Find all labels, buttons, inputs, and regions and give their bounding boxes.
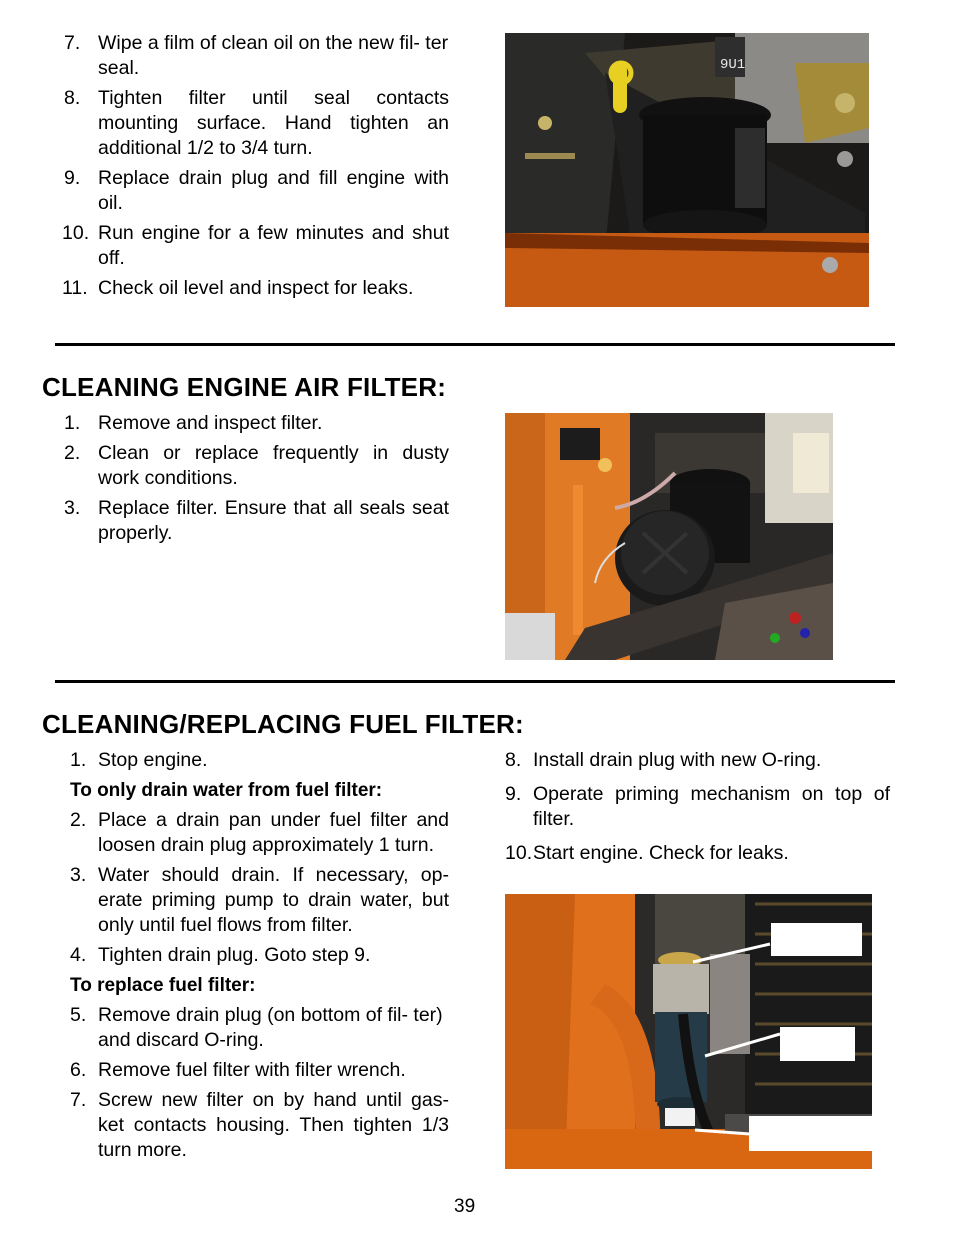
list-item: 7. Screw new filter on by hand until gas- ket contacts housing. Then tighten 1/3 turn more. [70, 1089, 449, 1161]
list-item: 4. Tighten drain plug. Goto step 9. [70, 944, 371, 966]
list-item: 2. Clean or replace frequently in dusty work conditions. [64, 442, 449, 489]
fuel-filter-photo [505, 894, 872, 1169]
fuel-filter-heading: CLEANING/REPLACING FUEL FILTER: [42, 709, 524, 739]
list-item: 6. Remove fuel filter with filter wrench. [70, 1059, 406, 1081]
drain-water-subheading: To only drain water from fuel filter: [70, 780, 383, 801]
callout-label-box [749, 1116, 872, 1151]
fuel-filter-steps-left [70, 748, 449, 1163]
list-item: 2. Place a drain pan under fuel filter and loosen drain plug approximately 1 turn. [70, 809, 449, 856]
air-filter-steps [64, 411, 449, 546]
list-item: 8. Tighten filter until seal contacts mounting surface. Hand tighten an additional 1/2 to 3/4 turn. [64, 87, 449, 159]
callout-label-box [780, 1027, 855, 1061]
oil-filter-steps [64, 31, 449, 301]
list-item: 10. Run engine for a few minutes and shut off. [62, 222, 449, 269]
list-item: 10. Start engine. Check for leaks. [505, 842, 789, 864]
list-item: 7. Wipe a film of clean oil on the new fil- ter seal. [64, 32, 449, 79]
list-item: 5. Remove drain plug (on bottom of fil- ter) and discard O-ring. [70, 1004, 443, 1051]
callout-label-box [771, 923, 862, 956]
section-divider [55, 680, 895, 683]
list-item: 9. Operate priming mechanism on top of filter. [505, 783, 890, 830]
list-item: 8. Install drain plug with new O-ring. [505, 749, 822, 771]
svg-text:9U1: 9U1 [720, 57, 746, 73]
fuel-filter-steps-right [505, 748, 890, 866]
page-number: 39 [454, 1196, 476, 1217]
list-item: 1. Remove and inspect filter. [64, 412, 323, 434]
list-item: 3. Water should drain. If necessary, op- erate priming pump to drain water, but only until fuel flows from filter. [70, 864, 449, 936]
list-item: 3. Replace filter. Ensure that all seals seat properly. [64, 497, 449, 544]
air-filter-photo [505, 413, 833, 660]
list-item: 1. Stop engine. [70, 749, 208, 771]
oil-filter-photo [505, 33, 869, 307]
air-filter-heading: CLEANING ENGINE AIR FILTER: [42, 372, 447, 402]
replace-filter-subheading: To replace fuel filter: [70, 975, 256, 996]
list-item: 9. Replace drain plug and fill engine with oil. [64, 167, 449, 214]
list-item: 11. Check oil level and inspect for leaks. [62, 277, 414, 299]
section-divider [55, 343, 895, 346]
